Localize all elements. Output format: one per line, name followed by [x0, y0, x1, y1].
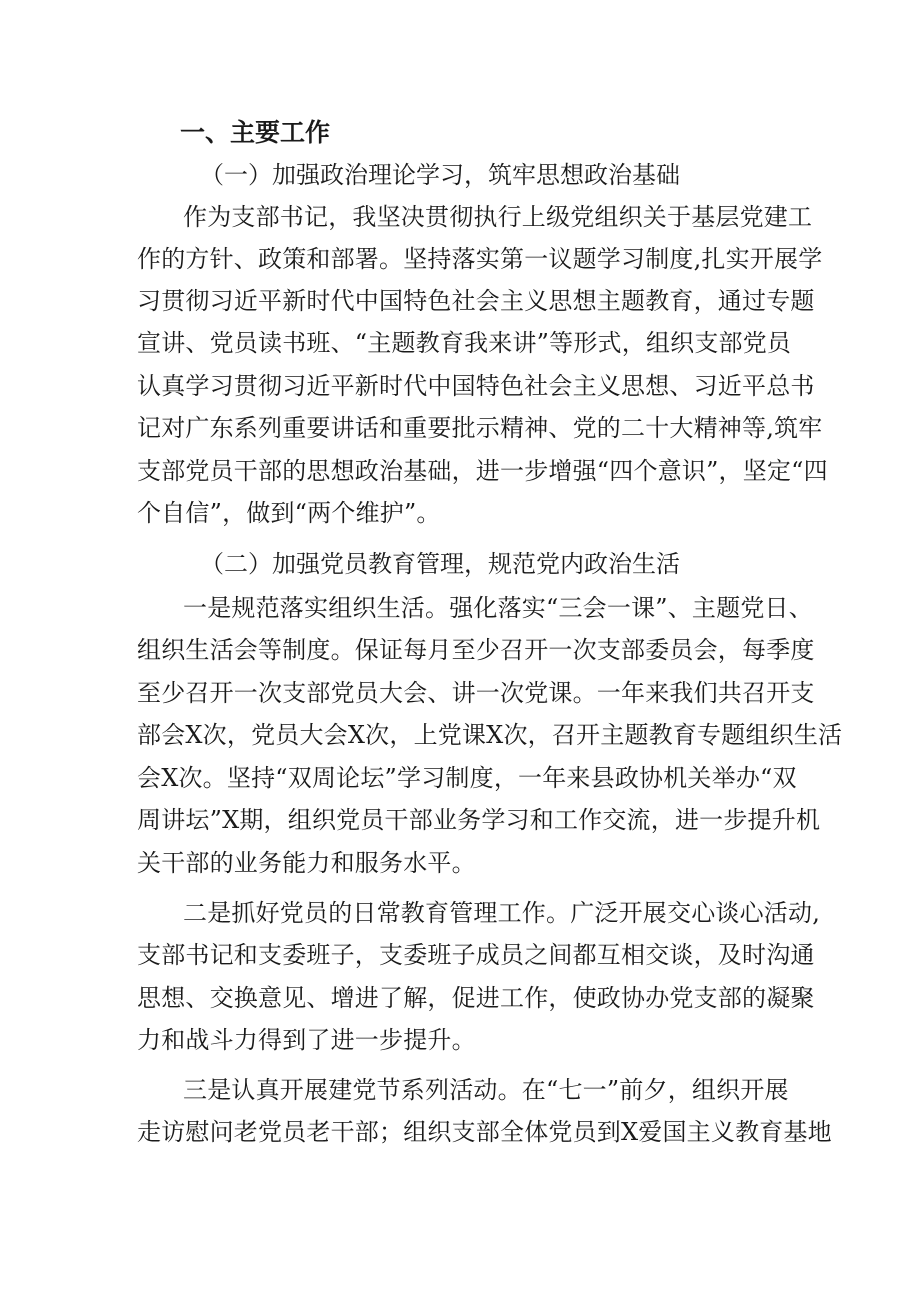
paragraph-line: 三是认真开展建党节系列活动。在“七一”前夕，组织开展 — [183, 1076, 789, 1104]
subsection-title-1: （一）加强政治理论学习，筑牢思想政治基础 — [200, 161, 680, 189]
paragraph-line: 作为支部书记，我坚决贯彻执行上级党组织关于基层党建工 — [183, 203, 813, 231]
paragraph-line: 一是规范落实组织生活。强化落实“三会一课”、主题党日、 — [183, 594, 813, 622]
paragraph-line: 关干部的业务能力和服务水平。 — [137, 849, 476, 877]
paragraph-line: 支部党员干部的思想政治基础，进一步增强“四个意识”，坚定“四 — [137, 457, 828, 485]
paragraph-line: 作的方针、政策和部署。坚持落实第一议题学习制度,扎实开展学 — [137, 245, 823, 273]
paragraph-line: 宣讲、党员读书班、“主题教育我来讲”等形式，组织支部党员 — [137, 329, 792, 357]
paragraph-line: 至少召开一次支部党员大会、讲一次党课。一年来我们共召开支 — [137, 679, 815, 707]
paragraph-line: 认真学习贯彻习近平新时代中国特色社会主义思想、习近平总书 — [137, 372, 815, 400]
section-heading: 一、主要工作 — [180, 118, 331, 147]
paragraph-line: 记对广东系列重要讲话和重要批示精神、党的二十大精神等,筑牢 — [137, 414, 823, 442]
paragraph-line: 周讲坛”X期，组织党员干部业务学习和工作交流，进一步提升机 — [137, 806, 821, 834]
paragraph-line: 习贯彻习近平新时代中国特色社会主义思想主题教育，通过专题 — [137, 287, 815, 315]
subsection-title-2: （二）加强党员教育管理，规范党内政治生活 — [200, 550, 680, 578]
paragraph-line: 二是抓好党员的日常教育管理工作。广泛开展交心谈心活动, — [183, 899, 821, 927]
paragraph-line: 走访慰问老党员老干部；组织支部全体党员到X爱国主义教育基地 — [137, 1118, 832, 1146]
paragraph-line: 思想、交换意见、增进了解，促进工作，使政协办党支部的凝聚 — [137, 984, 815, 1012]
paragraph-line: 会X次。坚持“双周论坛”学习制度，一年来县政协机关举办“双 — [137, 764, 797, 792]
paragraph-line: 部会X次，党员大会X次，上党课X次，召开主题教育专题组织生活 — [137, 721, 843, 749]
paragraph-line: 力和战斗力得到了进一步提升。 — [137, 1026, 476, 1054]
paragraph-line: 支部书记和支委班子，支委班子成员之间都互相交谈，及时沟通 — [137, 941, 815, 969]
paragraph-line: 组织生活会等制度。保证每月至少召开一次支部委员会，每季度 — [137, 636, 815, 664]
paragraph-line: 个自信”，做到“两个维护”。 — [137, 499, 441, 527]
